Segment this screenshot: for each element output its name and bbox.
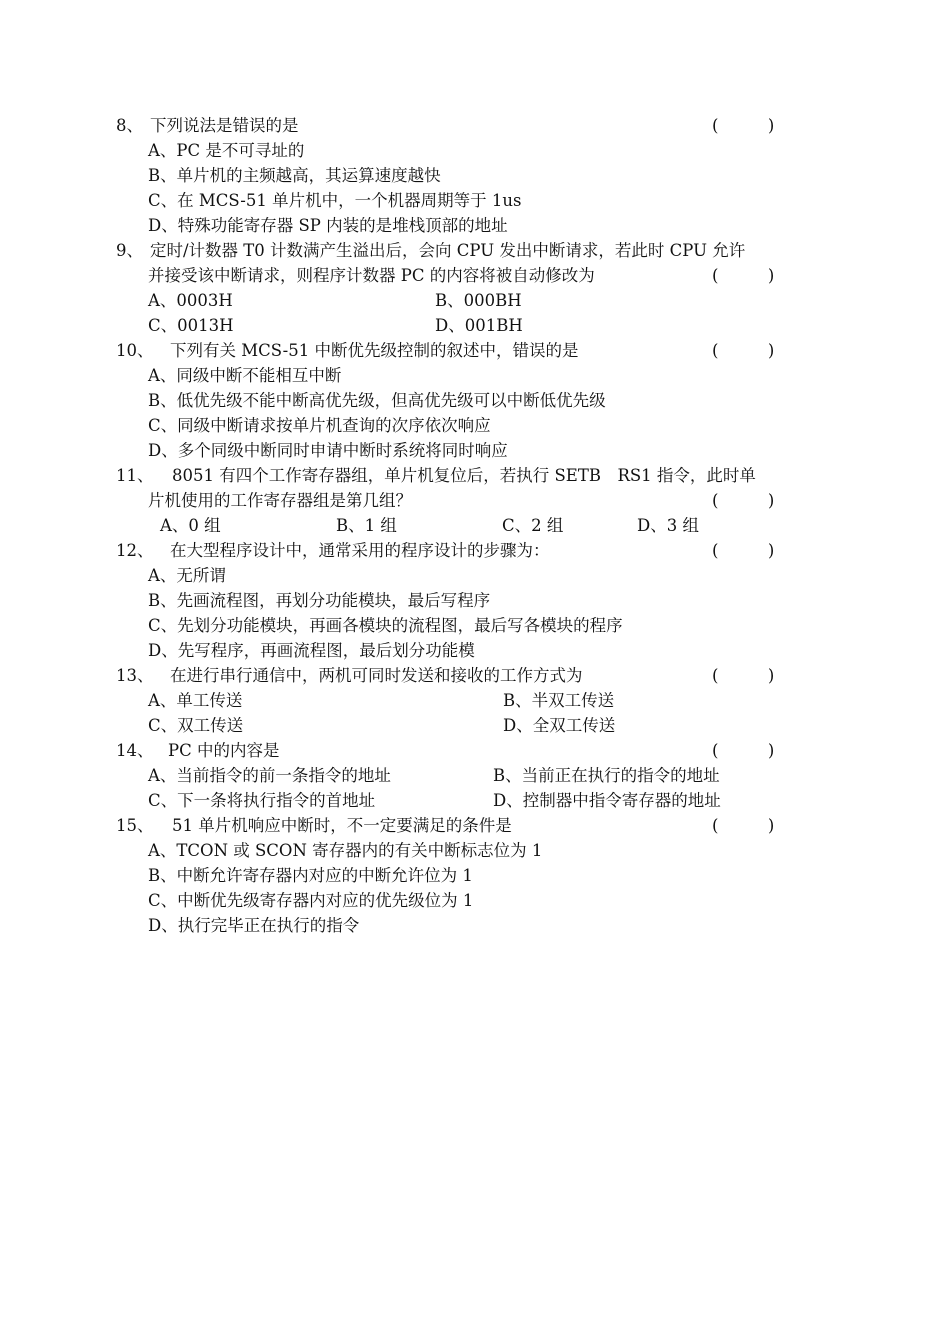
option-c: C、2 组: [502, 516, 564, 535]
option-b: B、中断允许寄存器内对应的中断允许位为 1: [148, 866, 473, 885]
answer-parentheses: ( ): [712, 541, 775, 560]
question-stem-continued: 并接受该中断请求，则程序计数器 PC 的内容将被自动修改为: [148, 266, 595, 285]
question-number: 9、: [116, 241, 143, 260]
option-d: D、001BH: [435, 316, 523, 335]
option-a: A、当前指令的前一条指令的地址: [148, 766, 391, 785]
option-d: D、先写程序，再画流程图，最后划分功能模: [148, 641, 475, 660]
question-number: 15、: [116, 816, 154, 835]
option-d: D、执行完毕正在执行的指令: [148, 916, 360, 935]
question-stem: 在大型程序设计中，通常采用的程序设计的步骤为：: [170, 541, 550, 560]
question-stem-continued: 片机使用的工作寄存器组是第几组？: [148, 491, 412, 510]
question-number: 10、: [116, 341, 154, 360]
option-a: A、0 组: [160, 516, 221, 535]
question-stem: 8051 有四个工作寄存器组，单片机复位后，若执行 SETB RS1 指令，此时单: [172, 466, 756, 485]
answer-parentheses: ( ): [712, 116, 775, 135]
answer-parentheses: ( ): [712, 491, 775, 510]
answer-parentheses: ( ): [712, 266, 775, 285]
option-a: A、单工传送: [148, 691, 243, 710]
option-c: C、在 MCS-51 单片机中，一个机器周期等于 1us: [148, 191, 522, 210]
answer-parentheses: ( ): [712, 341, 775, 360]
option-c: C、先划分功能模块，再画各模块的流程图，最后写各模块的程序: [148, 616, 623, 635]
answer-parentheses: ( ): [712, 666, 775, 685]
option-a: A、同级中断不能相互中断: [148, 366, 342, 385]
question-number: 12、: [116, 541, 154, 560]
option-b: B、当前正在执行的指令的地址: [493, 766, 720, 785]
question-stem: 在进行串行通信中，两机可同时发送和接收的工作方式为: [170, 666, 583, 685]
question-stem: 下列有关 MCS-51 中断优先级控制的叙述中，错误的是: [170, 341, 579, 360]
option-b: B、低优先级不能中断高优先级，但高优先级可以中断低优先级: [148, 391, 606, 410]
option-a: A、TCON 或 SCON 寄存器内的有关中断标志位为 1: [148, 841, 543, 860]
option-a: A、无所谓: [148, 566, 226, 585]
answer-parentheses: ( ): [712, 816, 775, 835]
option-c: C、中断优先级寄存器内对应的优先级位为 1: [148, 891, 474, 910]
option-d: D、控制器中指令寄存器的地址: [493, 791, 721, 810]
option-c: C、下一条将执行指令的首地址: [148, 791, 376, 810]
answer-parentheses: ( ): [712, 741, 775, 760]
option-b: B、半双工传送: [503, 691, 615, 710]
option-a: A、PC 是不可寻址的: [148, 141, 305, 160]
option-d: D、多个同级中断同时申请中断时系统将同时响应: [148, 441, 508, 460]
option-a: A、0003H: [148, 291, 233, 310]
question-stem: 定时/计数器 T0 计数满产生溢出后，会向 CPU 发出中断请求，若此时 CPU 允许: [150, 241, 746, 260]
option-c: C、0013H: [148, 316, 234, 335]
question-stem: 下列说法是错误的是: [150, 116, 299, 135]
question-number: 11、: [116, 466, 154, 485]
question-number: 13、: [116, 666, 154, 685]
option-d: D、特殊功能寄存器 SP 内装的是堆栈顶部的地址: [148, 216, 508, 235]
option-c: C、同级中断请求按单片机查询的次序依次响应: [148, 416, 491, 435]
question-number: 8、: [116, 116, 143, 135]
question-number: 14、: [116, 741, 154, 760]
option-b: B、先画流程图，再划分功能模块，最后写程序: [148, 591, 491, 610]
option-b: B、单片机的主频越高，其运算速度越快: [148, 166, 441, 185]
question-stem: 51 单片机响应中断时，不一定要满足的条件是: [172, 816, 512, 835]
question-stem: PC 中的内容是: [168, 741, 280, 760]
option-b: B、000BH: [435, 291, 522, 310]
option-d: D、全双工传送: [503, 716, 616, 735]
option-c: C、双工传送: [148, 716, 244, 735]
option-b: B、1 组: [336, 516, 397, 535]
option-d: D、3 组: [637, 516, 699, 535]
